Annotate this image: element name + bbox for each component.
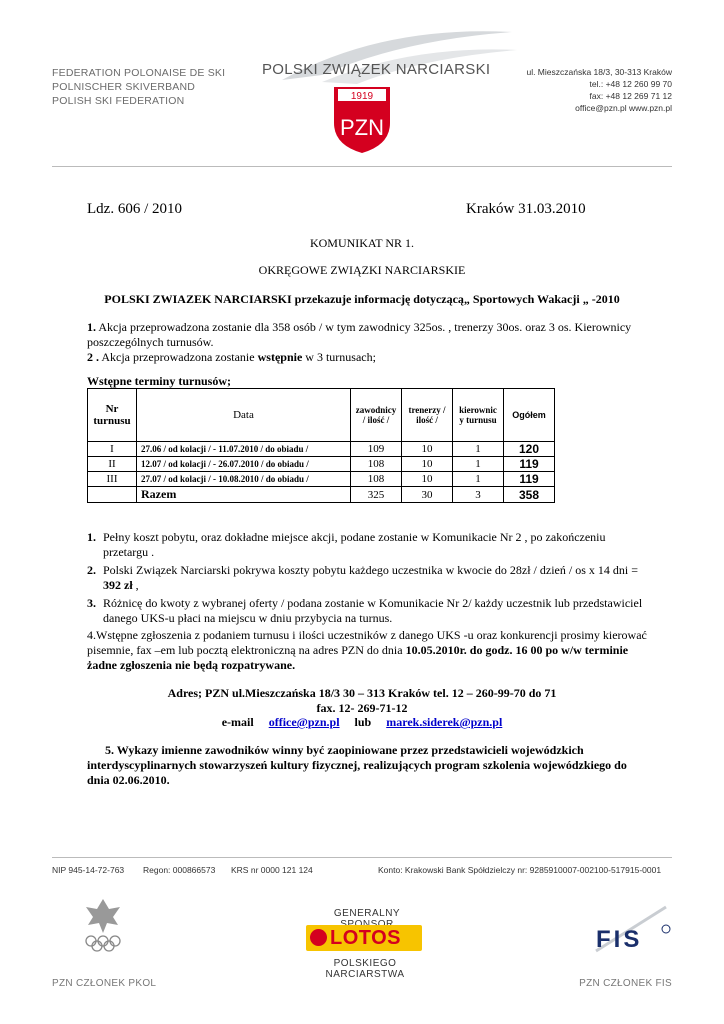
row-zawodnicy: 109 (351, 442, 402, 457)
point-text: Różnicę do kwoty z wybranej oferty / podana zostanie w Komunikacie Nr 2/ każdy uczestnik lub przedstawiciel danego UKS-u płaci na miejscu w dniu przybycia na turnus. (103, 596, 643, 625)
row-trenerzy: 10 (402, 472, 453, 487)
pkol-emblem-icon (80, 895, 126, 953)
terms-heading: Wstępne terminy turnusów; (87, 374, 231, 388)
address-line-1: Adres; PZN ul.Mieszczańska 18/3 30 – 313 Kraków tel. 12 – 260-99-70 do 71 (167, 686, 557, 700)
point-text: Pełny koszt pobytu, oraz dokładne miejsce akcji, podane zostanie w Komunikacie Nr 2 , po zakończeniu przetargu . (103, 530, 606, 559)
p2-text-a: Akcja przeprowadzona zostanie (99, 350, 258, 364)
p4-bold: 10.05.2010r. do godz. 16 00 po w/w terminie żadne zgłoszenia nie będą rozpatrywane. (87, 643, 629, 672)
row-nr: III (88, 472, 137, 487)
fis-letters: FIS (596, 926, 643, 953)
row-data: 27.07 / od kolacji / - 10.08.2010 / do obiadu / (137, 472, 351, 487)
row-zawodnicy: 108 (351, 457, 402, 472)
row-data: 27.06 / od kolacji / - 11.07.2010 / do obiadu / (137, 442, 351, 457)
fis-logo (586, 905, 676, 957)
terms-table (87, 388, 555, 503)
total-blank (88, 487, 137, 503)
email-office-link[interactable]: office@pzn.pl (268, 715, 340, 729)
table-row (88, 472, 555, 487)
p1-text: Akcja przeprowadzona zostanie dla 358 osób / w tym zawodnicy 325os. , trenerzy 30os. oraz 3 os. Kierownicy poszczególnych turnusów. (87, 320, 632, 349)
table-header-row (88, 389, 555, 442)
ldz-number: Ldz. 606 / 2010 (87, 201, 182, 217)
row-zawodnicy: 108 (351, 472, 402, 487)
member-fis: PZN CZŁONEK FIS (579, 978, 672, 989)
email-or: lub (354, 715, 372, 729)
row-trenerzy: 10 (402, 442, 453, 457)
federation-names (52, 66, 225, 108)
point-bold: 392 zł (103, 578, 133, 592)
address-line-2: fax. 12- 269-71-12 (316, 701, 408, 715)
email-line (52, 715, 672, 730)
paragraph-5: 5. Wykazy imienne zawodników winny być zaopiniowane przez przedstawicieli wojewódzkich interdyscyplinarnych stowarzyszeń kultury fizycznej, realizujących program szkolenia wojewódzkiego do dnia 02.06.2010. (87, 743, 627, 787)
header-data: Data (137, 389, 351, 442)
contact-block (526, 66, 672, 114)
point-text-b: , (132, 578, 139, 592)
header-divider (52, 166, 672, 167)
p2-text-b: w 3 turnusach; (302, 350, 376, 364)
addressee: OKRĘGOWE ZWIĄZKI NARCIARSKIE (258, 263, 466, 277)
footer-regon: Regon: 000866573 (143, 865, 216, 875)
table-row (88, 442, 555, 457)
row-ogolem: 119 (504, 457, 555, 472)
lotos-logo (306, 925, 422, 951)
swoosh-graphic (262, 20, 522, 90)
paragraph-1 (87, 320, 647, 350)
contact-tel: tel.: +48 12 260 99 70 (589, 79, 672, 89)
point-text-a: Polski Związek Narciarski pokrywa koszty pobytu każdego uczestnika w kwocie do 28zł / dzień / os x 14 dni = (103, 563, 638, 577)
logo-year: 1919 (350, 91, 374, 102)
footer-nip: NIP 945-14-72-763 (52, 865, 125, 875)
list-item (87, 563, 647, 593)
row-ogolem: 120 (504, 442, 555, 457)
header-kierownicy: kierownic y turnusu (453, 389, 504, 442)
row-ogolem: 119 (504, 472, 555, 487)
federation-line-fr: FEDERATION POLONAISE DE SKI (52, 67, 226, 79)
points-list (87, 530, 647, 626)
point-number: 2. (87, 563, 96, 577)
footer-konto: Konto: Krakowski Bank Spółdzielczy nr: 9285910007-002100-517915-0001 (378, 865, 662, 875)
row-kierownicy: 1 (453, 472, 504, 487)
federation-line-de: POLNISCHER SKIVERBAND (52, 81, 196, 93)
contact-fax: fax: +48 12 269 71 12 (589, 91, 672, 101)
pzn-logo (330, 83, 394, 155)
paragraph-4 (87, 628, 647, 673)
header-nr: Nr turnusu (88, 389, 137, 442)
intro-line: POLSKI ZWIAZEK NARCIARSKI przekazuje informację dotyczącą„ Sportowych Wakacji „ -2010 (104, 292, 620, 306)
header-zawodnicy: zawodnicy / ilość / (351, 389, 402, 442)
row-nr: II (88, 457, 137, 472)
p1-number: 1. (87, 320, 96, 334)
footer-divider (52, 857, 672, 858)
sponsor-title: GENERALNY (333, 908, 401, 919)
email-label: e-mail (221, 715, 254, 729)
row-trenerzy: 10 (402, 457, 453, 472)
table-row (88, 457, 555, 472)
p2-bold: wstępnie (257, 350, 303, 364)
komunikat-title: KOMUNIKAT NR 1. (309, 236, 415, 250)
lotos-name: LOTOS (330, 927, 402, 949)
row-nr: I (88, 442, 137, 457)
total-trenerzy: 30 (402, 487, 453, 503)
member-pkol: PZN CZŁONEK PKOL (52, 978, 157, 989)
sponsor-subtitle: POLSKIEGO NARCIARSTWA (325, 958, 405, 980)
p2-number: 2 . (87, 350, 99, 364)
lotos-mark-icon (310, 929, 327, 946)
header-ogolem: Ogółem (504, 389, 555, 442)
total-kierownicy: 3 (453, 487, 504, 503)
place-date: Kraków 31.03.2010 (466, 201, 586, 217)
list-item (87, 530, 647, 560)
contact-web: office@pzn.pl www.pzn.pl (575, 103, 672, 113)
org-name: POLSKI ZWIĄZEK NARCIARSKI (262, 61, 491, 78)
header-trenerzy: trenerzy / ilość / (402, 389, 453, 442)
federation-line-en: POLISH SKI FEDERATION (52, 95, 185, 107)
point-number: 3. (87, 596, 96, 610)
logo-letters: PZN (340, 115, 384, 140)
total-zawodnicy: 325 (351, 487, 402, 503)
total-label: Razem (137, 487, 351, 503)
list-item (87, 596, 647, 626)
point-number: 1. (87, 530, 96, 544)
row-data: 12.07 / od kolacji / - 26.07.2010 / do obiadu / (137, 457, 351, 472)
table-total-row (88, 487, 555, 503)
email-siderek-link[interactable]: marek.siderek@pzn.pl (386, 715, 503, 729)
p4-text: 4.Wstępne zgłoszenia z podaniem turnusu i ilości uczestników z danego UKS -u oraz konkurencji prosimy kierować pisemnie, fax –em lub pocztą elektroniczną na adres PZN do dnia (87, 628, 647, 657)
contact-address: ul. Mieszczańska 18/3, 30-313 Kraków (526, 67, 672, 77)
row-kierownicy: 1 (453, 457, 504, 472)
footer-krs: KRS nr 0000 121 124 (231, 865, 313, 875)
total-ogolem: 358 (504, 487, 555, 503)
paragraph-2 (87, 350, 376, 365)
row-kierownicy: 1 (453, 442, 504, 457)
